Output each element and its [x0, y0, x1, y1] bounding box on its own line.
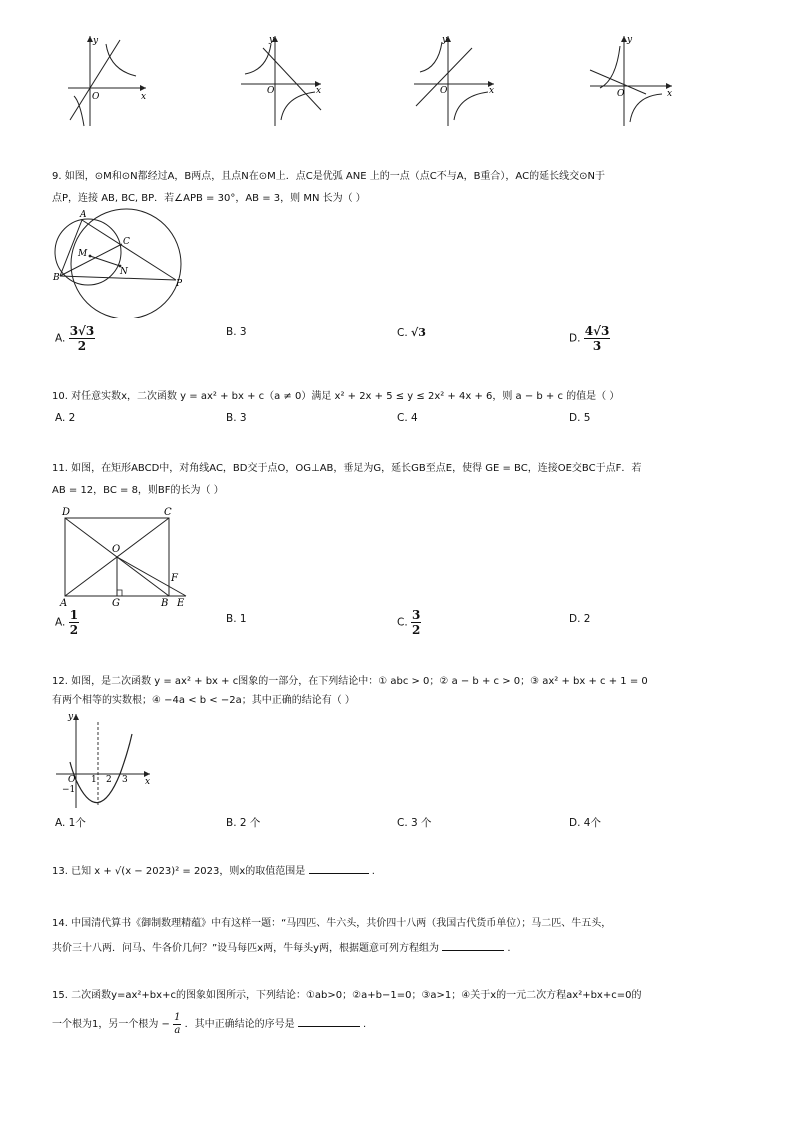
q11-option-c[interactable]: C. $\frac{3}{2}$: [397, 608, 421, 637]
fraction: $\frac{3}{2}$: [412, 608, 421, 637]
y-axis-label: y: [269, 35, 275, 45]
q9-option-d[interactable]: D. $\frac{4√3}{3}$: [569, 324, 610, 353]
x-axis-label: x: [316, 86, 322, 96]
q9-option-a[interactable]: A. $\frac{3√3}{2}$: [55, 324, 95, 353]
x-axis-label: x: [489, 86, 495, 96]
q9-circles-figure: [50, 208, 190, 318]
q12-option-c[interactable]: C. 3 个: [397, 817, 432, 829]
y-axis-label: y: [68, 712, 74, 722]
x-axis-label: x: [145, 777, 151, 787]
q10-line-1: 10. 对任意实数x，二次函数 y = ax² + bx + c（a ≠ 0）满足 x² + 2x + 5 ≤ y ≤ 2x² + 4x + 6，则 a − b + c 的值是（ ）: [52, 391, 620, 402]
q12-line-2: 有两个相等的实数根；④ −4a < b < −2a；其中正确的结论有（ ）: [52, 695, 355, 706]
q11-rectangle-figure: [56, 506, 196, 610]
fraction: $\frac{1}{a}$: [174, 1011, 181, 1036]
origin-label: O: [440, 86, 448, 96]
q10-option-c[interactable]: C. 4: [397, 412, 418, 424]
q15-answer-blank[interactable]: [298, 1016, 360, 1027]
point-d-label: D: [62, 507, 71, 518]
q12-option-d[interactable]: D. 4个: [569, 817, 601, 829]
q12-line-1: 12. 如图，是二次函数 y = ax² + bx + c图象的一部分，在下列结论中：① abc > 0；② a − b + c > 0；③ ax² + bx + c + 1 = 0: [52, 676, 648, 687]
origin-label: O: [267, 86, 275, 96]
graph-option-b: [235, 30, 335, 130]
x-axis-label: x: [667, 89, 673, 99]
fraction: $\frac{1}{2}$: [69, 608, 79, 637]
q15-line-2: 一个根为1，另一个根为 − $\frac{1}{a}$ ．其中正确结论的序号是 .: [52, 1011, 367, 1036]
point-a-label: A: [60, 598, 68, 609]
q13-line: 13. 已知 x + √(x − 2023)² = 2023，则x的取值范围是 .: [52, 861, 375, 883]
tick-two: 2: [106, 775, 112, 785]
q10-option-b[interactable]: B. 3: [226, 412, 247, 424]
q12-option-b[interactable]: B. 2 个: [226, 817, 261, 829]
graph-option-c: [408, 30, 508, 130]
q12-parabola-figure: [54, 710, 154, 810]
q10-option-d[interactable]: D. 5: [569, 412, 591, 424]
q11-option-b[interactable]: B. 1: [226, 613, 247, 625]
tick-minus-one: −1: [62, 785, 76, 795]
point-e-label: E: [177, 598, 185, 609]
origin-label: O: [92, 92, 100, 102]
point-n-label: N: [120, 267, 128, 277]
fraction: $\frac{3√3}{2}$: [69, 324, 95, 353]
graph-option-d: [584, 30, 684, 130]
y-axis-label: y: [627, 35, 633, 45]
graph-option-a: [60, 30, 160, 130]
q11-option-a[interactable]: A. $\frac{1}{2}$: [55, 608, 79, 637]
q13-answer-blank[interactable]: [309, 863, 369, 874]
tick-one: 1: [91, 775, 97, 785]
point-a-label: A: [80, 210, 87, 220]
q9-option-b[interactable]: B. 3: [226, 326, 247, 338]
q11-line-2: AB = 12，BC = 8，则BF的长为（ ）: [52, 485, 224, 496]
point-b-label: B: [53, 273, 60, 283]
q14-answer-blank[interactable]: [442, 940, 504, 951]
fraction: $\frac{4√3}{3}$: [584, 324, 610, 353]
x-axis-label: x: [141, 92, 147, 102]
q14-line-2: 共价三十八两．问马、牛各价几何？”设马每匹x两，牛每头y两，根据题意可列方程组为 .: [52, 938, 511, 960]
tick-three: 3: [122, 775, 128, 785]
q9-line-2: 点P，连接 AB, BC, BP．若∠APB = 30°，AB = 3，则 MN 长为（ ）: [52, 193, 366, 204]
point-g-label: G: [112, 598, 120, 609]
y-axis-label: y: [442, 35, 448, 45]
y-axis-label: y: [93, 36, 99, 46]
q14-line-1: 14. 中国清代算书《御制数理精蕴》中有这样一题：“马四匹、牛六头，共价四十八两（我国古代货币单位）；马二匹、牛五头，: [52, 918, 612, 929]
point-b-label: B: [161, 598, 169, 609]
q11-option-d[interactable]: D. 2: [569, 613, 591, 625]
origin-label: O: [617, 89, 625, 99]
q9-option-c[interactable]: C. √3: [397, 326, 426, 339]
point-o-label: O: [112, 544, 121, 555]
q11-line-1: 11. 如图，在矩形ABCD中，对角线AC，BD交于点O，OG⊥AB，垂足为G，延长GB至点E，使得 GE = BC，连接OE交BC于点F．若: [52, 463, 642, 474]
point-f-label: F: [171, 573, 178, 584]
point-m-label: M: [78, 249, 88, 259]
q10-option-a[interactable]: A. 2: [55, 412, 76, 424]
point-c-label: C: [123, 237, 130, 247]
point-c-label: C: [164, 507, 172, 518]
q12-option-a[interactable]: A. 1个: [55, 817, 86, 829]
origin-label: O: [68, 775, 76, 785]
q9-line-1: 9. 如图，⊙M和⊙N都经过A，B两点，且点N在⊙M上．点C是优弧 ANE 上的一点（点C不与A，B重合），AC的延长线交⊙N于: [52, 171, 605, 182]
q15-line-1: 15. 二次函数y=ax²+bx+c的图象如图所示，下列结论：①ab>0；②a+b−1=0；③a>1；④关于x的一元二次方程ax²+bx+c=0的: [52, 990, 642, 1001]
point-p-label: P: [176, 279, 183, 289]
